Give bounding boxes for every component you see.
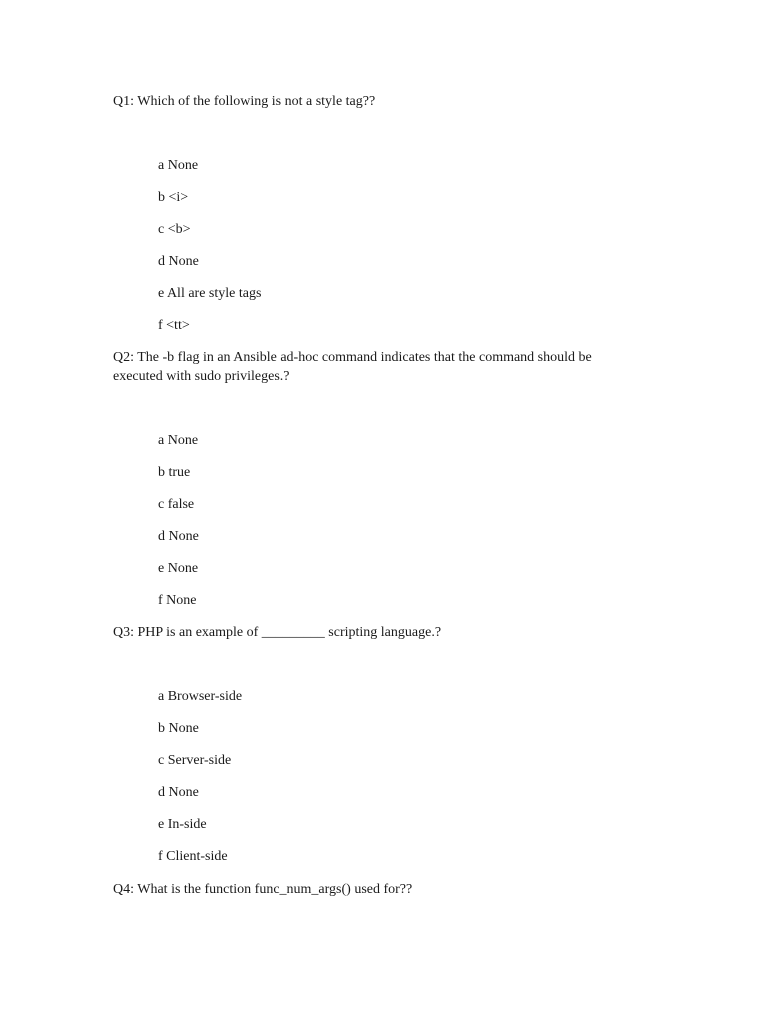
q3-option-a: a Browser-side	[158, 689, 243, 704]
q2-option-a: a None	[158, 433, 199, 448]
q3-option-e: e In-side	[158, 817, 207, 832]
question-4: Q4: What is the function func_num_args() used for??	[113, 882, 413, 897]
q2-option-b: b true	[158, 465, 191, 480]
question-3: Q3: PHP is an example of _________ scripting language.?	[113, 625, 442, 640]
question-1: Q1: Which of the following is not a style tag??	[113, 94, 376, 109]
q2-option-c: c false	[158, 497, 195, 512]
q1-option-a: a None	[158, 158, 199, 173]
q1-option-f: f <tt>	[158, 318, 190, 333]
q1-option-c: c <b>	[158, 222, 191, 237]
q3-option-b: b None	[158, 721, 199, 736]
q1-option-d: d None	[158, 254, 199, 269]
question-2: Q2: The -b flag in an Ansible ad-hoc command indicates that the command should be executed with sudo privileges.?	[113, 350, 592, 384]
q2-option-e: e None	[158, 561, 199, 576]
q3-option-f: f Client-side	[158, 849, 228, 864]
q2-option-d: d None	[158, 529, 199, 544]
q1-option-b: b <i>	[158, 190, 189, 205]
q3-option-d: d None	[158, 785, 199, 800]
q1-option-e: e All are style tags	[158, 286, 262, 301]
q2-option-f: f None	[158, 593, 197, 608]
q3-option-c: c Server-side	[158, 753, 232, 768]
